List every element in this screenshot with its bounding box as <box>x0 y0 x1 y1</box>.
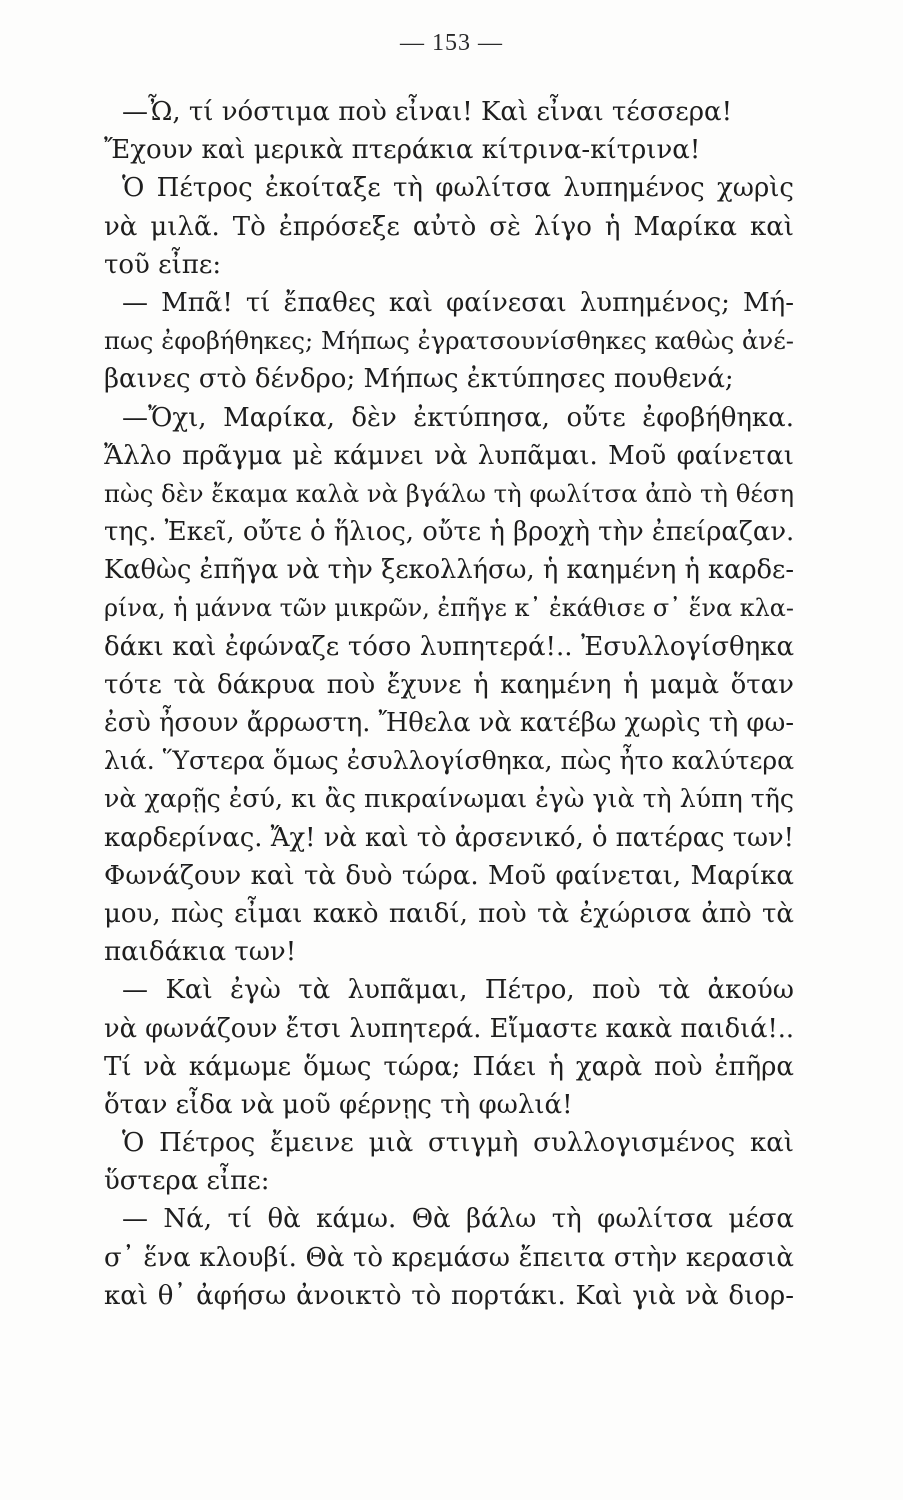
text-line: παιδάκια των! <box>104 937 297 968</box>
text-line: λιά. Ὕστερα ὅμως ἐσυλλογίσθηκα, πὼς ἦτο καλύτερα <box>104 746 795 776</box>
text-line: μου, πὼς εἶμαι κακὸ παιδί, ποὺ τὰ ἐχώρισα ἀπὸ τὰ <box>104 898 794 929</box>
text-line: σ᾿ ἕνα κλουβί. Θὰ τὸ κρεμάσω ἔπειτα στὴν κερασιὰ <box>104 1242 794 1273</box>
page-number: — 153 — <box>400 30 503 56</box>
text-line: Ὁ Πέτρος ἐκοίταξε τὴ φωλίτσα λυπημένος χωρὶς <box>122 173 794 204</box>
text-line: — Καὶ ἐγὼ τὰ λυπᾶμαι, Πέτρο, ποὺ τὰ ἀκούω <box>122 975 794 1006</box>
text-line: Ὁ Πέτρος ἔμεινε μιὰ στιγμὴ συλλογισμένος καὶ <box>122 1128 794 1159</box>
text-line: Τί νὰ κάμωμε ὅμως τώρα; Πάει ἡ χαρὰ ποὺ ἐπῆρα <box>104 1051 794 1082</box>
text-line: βαινες στὸ δένδρο; Μήπως ἐκτύπησες πουθενά; <box>104 364 734 395</box>
text-line: —Ὄχι, Μαρίκα, δὲν ἐκτύπησα, οὔτε ἐφοβήθηκα. <box>122 402 794 433</box>
text-line: — Νά, τί θὰ κάμω. Θὰ βάλω τὴ φωλίτσα μέσα <box>122 1204 794 1235</box>
text-line: πως ἐφοβήθηκες; Μήπως ἐγρατσουνίσθηκες καθὼς ἀνέ- <box>104 326 794 356</box>
text-line: ἐσὺ ἦσουν ἄρρωστη. Ἤθελα νὰ κατέβω χωρὶς τὴ φω- <box>104 708 794 738</box>
text-line: Ἔχουν καὶ μερικὰ πτεράκια κίτρινα-κίτρινα! <box>104 135 701 166</box>
text-line: νὰ φωνάζουν ἔτσι λυπητερά. Εἴμαστε κακὰ παιδιά!.. <box>104 1013 795 1044</box>
text-line: καὶ θ᾿ ἀφήσω ἀνοικτὸ τὸ πορτάκι. Καὶ γιὰ νὰ διορ- <box>104 1280 794 1311</box>
text-line: καρδερίνας. Ἄχ! νὰ καὶ τὸ ἀρσενικό, ὁ πατέρας των! <box>104 822 795 853</box>
text-line: τότε τὰ δάκρυα ποὺ ἔχυνε ἡ καημένη ἡ μαμὰ ὅταν <box>104 669 794 700</box>
text-line: ὅταν εἶδα νὰ μοῦ φέρνῃς τὴ φωλιά! <box>104 1089 573 1120</box>
text-line: — Μπᾶ! τί ἔπαθες καὶ φαίνεσαι λυπημένος; Μή- <box>122 287 794 318</box>
text-line: Φωνάζουν καὶ τὰ δυὸ τώρα. Μοῦ φαίνεται, Μαρίκα <box>104 860 794 891</box>
text-line: νὰ μιλᾶ. Τὸ ἐπρόσεξε αὐτὸ σὲ λίγο ἡ Μαρίκα καὶ <box>104 211 794 242</box>
text-line: Ἄλλο πρᾶγμα μὲ κάμνει νὰ λυπᾶμαι. Μοῦ φαίνεται <box>104 440 794 471</box>
text-line: πὼς δὲν ἔκαμα καλὰ νὰ βγάλω τὴ φωλίτσα ἀπὸ τὴ θέση <box>104 478 794 508</box>
text-line: ὕστερα εἶπε: <box>104 1166 270 1197</box>
text-line: Καθὼς ἐπῆγα νὰ τὴν ξεκολλήσω, ἡ καημένη ἡ καρδε- <box>104 555 794 586</box>
text-line: —Ὦ, τί νόστιμα ποὺ εἶναι! Καὶ εἶναι τέσσερα! <box>122 97 733 127</box>
text-line: της. Ἐκεῖ, οὔτε ὁ ἥλιος, οὔτε ἡ βροχὴ τὴν ἐπείραζαν. <box>104 517 795 548</box>
text-line: νὰ χαρῇς ἐσύ, κι ἂς πικραίνωμαι ἐγὼ γιὰ τὴ λύπη τῆς <box>104 784 794 814</box>
text-line: τοῦ εἶπε: <box>104 249 222 280</box>
body-text <box>104 93 794 1315</box>
text-line: ρίνα, ἡ μάννα τῶν μικρῶν, ἐπῆγε κ᾿ ἐκάθισε σ᾿ ἕνα κλα- <box>104 594 794 623</box>
text-line: δάκι καὶ ἐφώναζε τόσο λυπητερά!.. Ἐσυλλογίσθηκα <box>104 631 794 662</box>
